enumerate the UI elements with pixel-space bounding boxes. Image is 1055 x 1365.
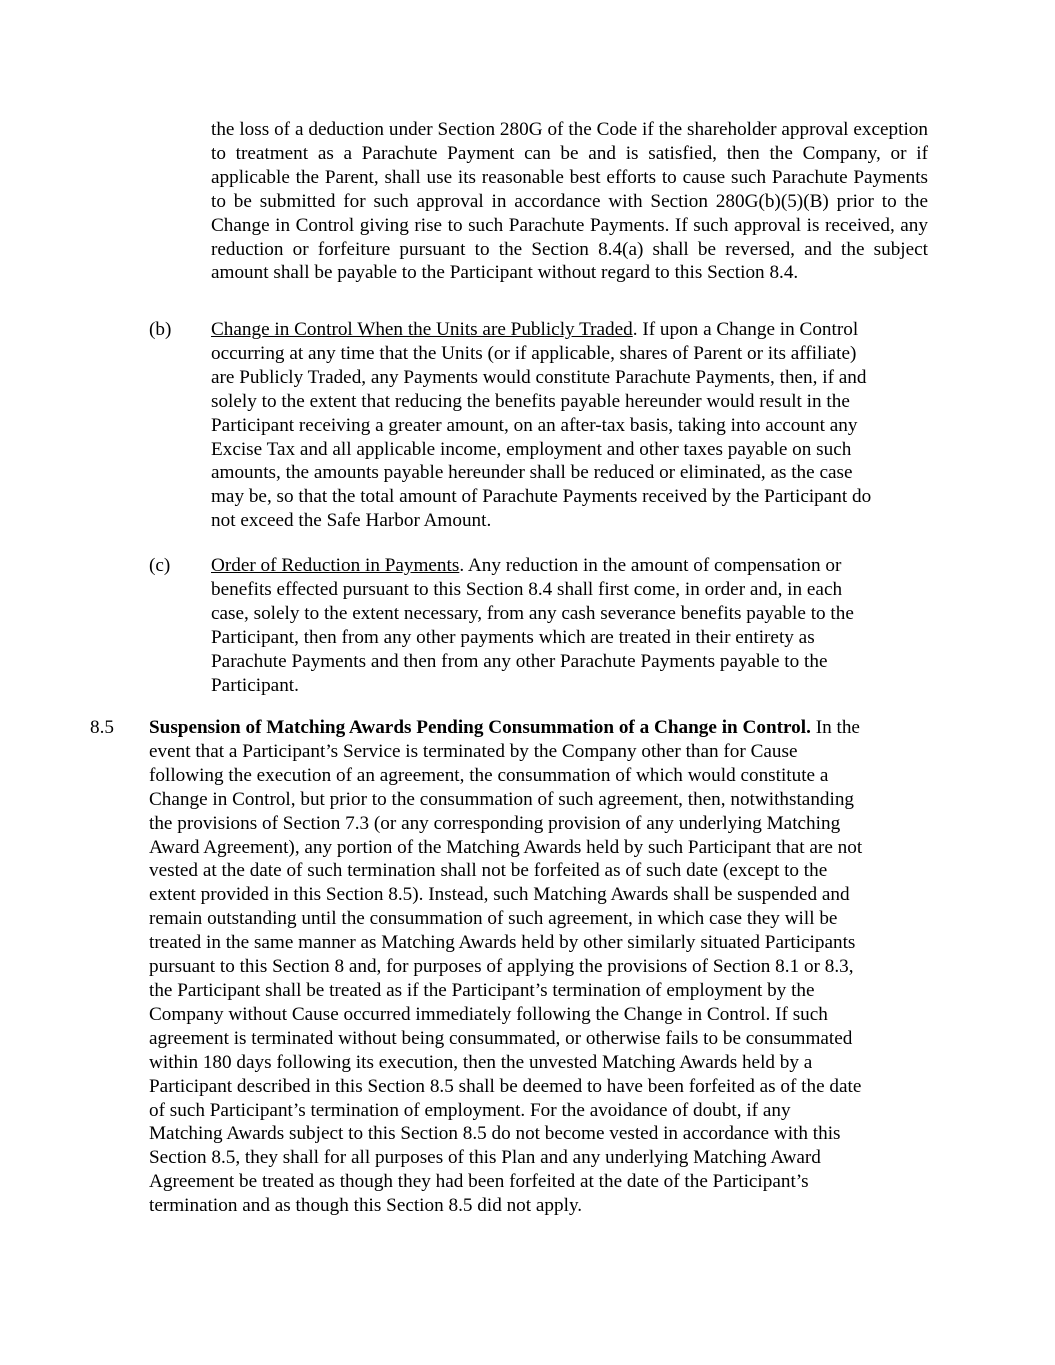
continuation-paragraph: the loss of a deduction under Section 280G of the Code if the shareholder approval exception to treatment as a Parachute Payment can be and is satisfied, then the Company, or if applicable the Parent, shall use its reasonable best efforts to cause such Parachute Payments to be submitted for such approval in accordance with Section 280G(b)(5)(B) prior to the Change in Control giving rise to such Parachute Payments. If such approval is received, any reduction or forfeiture pursuant to the Section 8.4(a) shall be reversed, and the subject amount shall be payable to the Participant without regard to this Section 8.4. xyxy=(211,119,928,284)
section-8-5-line: Section 8.5, they shall for all purposes of this Plan and any underlying Matching Award xyxy=(149,1147,821,1169)
item-c-line: Participant, then from any other payments which are treated in their entirety as xyxy=(211,626,815,648)
section-8-5-line: the provisions of Section 7.3 (or any corresponding provision of any underlying Matching xyxy=(149,812,841,834)
section-8-5-line: of such Participant’s termination of employment. For the avoidance of doubt, if any xyxy=(149,1099,791,1121)
section-8-5-line: event that a Participant’s Service is terminated by the Company other than for Cause xyxy=(149,740,798,762)
item-b-line: amounts, the amounts payable hereunder shall be reduced or eliminated, as the case xyxy=(211,462,853,484)
item-b-line: Participant receiving a greater amount, on an after-tax basis, taking into account any xyxy=(211,414,858,436)
item-b-line: not exceed the Safe Harbor Amount. xyxy=(211,510,492,532)
section-8-5-line: following the execution of an agreement, the consummation of which would constitute a xyxy=(149,764,829,786)
section-8-5-line: vested at the date of such termination shall not be forfeited as of such date (except to the xyxy=(149,860,828,882)
section-8-5-heading: Suspension of Matching Awards Pending Consummation of a Change in Control. xyxy=(149,717,811,738)
item-b-line: are Publicly Traded, any Payments would constitute Parachute Payments, then, if and xyxy=(211,366,867,388)
section-8-5-line: pursuant to this Section 8 and, for purposes of applying the provisions of Section 8.1 or 8.3, xyxy=(149,956,854,978)
section-8-5-line: termination and as though this Section 8.5 did not apply. xyxy=(149,1195,583,1217)
section-8-5-line: Change in Control, but prior to the consummation of such agreement, then, notwithstanding xyxy=(149,788,855,810)
section-8-5-line: extent provided in this Section 8.5). Instead, such Matching Awards shall be suspended and xyxy=(149,884,850,906)
item-c-line: benefits effected pursuant to this Section 8.4 shall first come, in order and, in each xyxy=(211,578,843,600)
item-c-line: case, solely to the extent necessary, from any cash severance benefits payable to the xyxy=(211,602,854,624)
section-8-5-line: Award Agreement), any portion of the Matching Awards held by such Participant that are not xyxy=(149,836,863,858)
item-b-heading: Change in Control When the Units are Publicly Traded xyxy=(211,319,633,340)
item-b-line: may be, so that the total amount of Parachute Payments received by the Participant do xyxy=(211,486,872,508)
section-8-5-line: Agreement be treated as though they had been forfeited at the date of the Participant’s xyxy=(149,1171,809,1193)
section-8-5-line: agreement is terminated without being consummated, or otherwise fails to be consummated xyxy=(149,1027,853,1049)
section-8-5-line: Company without Cause occurred immediately following the Change in Control. If such xyxy=(149,1003,828,1025)
section-8-5-paragraph xyxy=(149,716,949,1218)
item-b-line: solely to the extent that reducing the benefits payable hereunder would result in the xyxy=(211,390,850,412)
item-b-line-1: Change in Control When the Units are Publicly Traded. If upon a Change in Control xyxy=(211,319,859,340)
section-8-5-number: 8.5 xyxy=(90,717,114,738)
section-8-5-line-1: Suspension of Matching Awards Pending Consummation of a Change in Control. In the xyxy=(149,717,860,738)
item-c-paragraph xyxy=(211,554,951,697)
item-b-line: Excise Tax and all applicable income, employment and other taxes payable on such xyxy=(211,438,852,460)
item-c-line: Participant. xyxy=(211,674,299,696)
section-8-5-line: the Participant shall be treated as if the Participant’s termination of employment by the xyxy=(149,979,815,1001)
item-c-line-1: Order of Reduction in Payments. Any reduction in the amount of compensation or xyxy=(211,555,842,576)
section-8-5-line: remain outstanding until the consummation of such agreement, in which case they will be xyxy=(149,908,838,930)
item-b-line: occurring at any time that the Units (or if applicable, shares of Parent or its affiliate) xyxy=(211,342,857,364)
item-b-label: (b) xyxy=(149,319,172,340)
item-c-heading: Order of Reduction in Payments xyxy=(211,555,460,576)
section-8-5-line: treated in the same manner as Matching Awards held by other similarly situated Participants xyxy=(149,932,856,954)
section-8-5-line: Participant described in this Section 8.5 shall be deemed to have been forfeited as of the date xyxy=(149,1075,862,1097)
item-c-line: Parachute Payments and then from any other Parachute Payments payable to the xyxy=(211,650,828,672)
section-8-5-line: within 180 days following its execution, then the unvested Matching Awards held by a xyxy=(149,1051,813,1073)
section-8-5-line: Matching Awards subject to this Section 8.5 do not become vested in accordance with this xyxy=(149,1123,841,1145)
item-b-paragraph xyxy=(211,318,951,533)
item-c-label: (c) xyxy=(149,555,171,576)
